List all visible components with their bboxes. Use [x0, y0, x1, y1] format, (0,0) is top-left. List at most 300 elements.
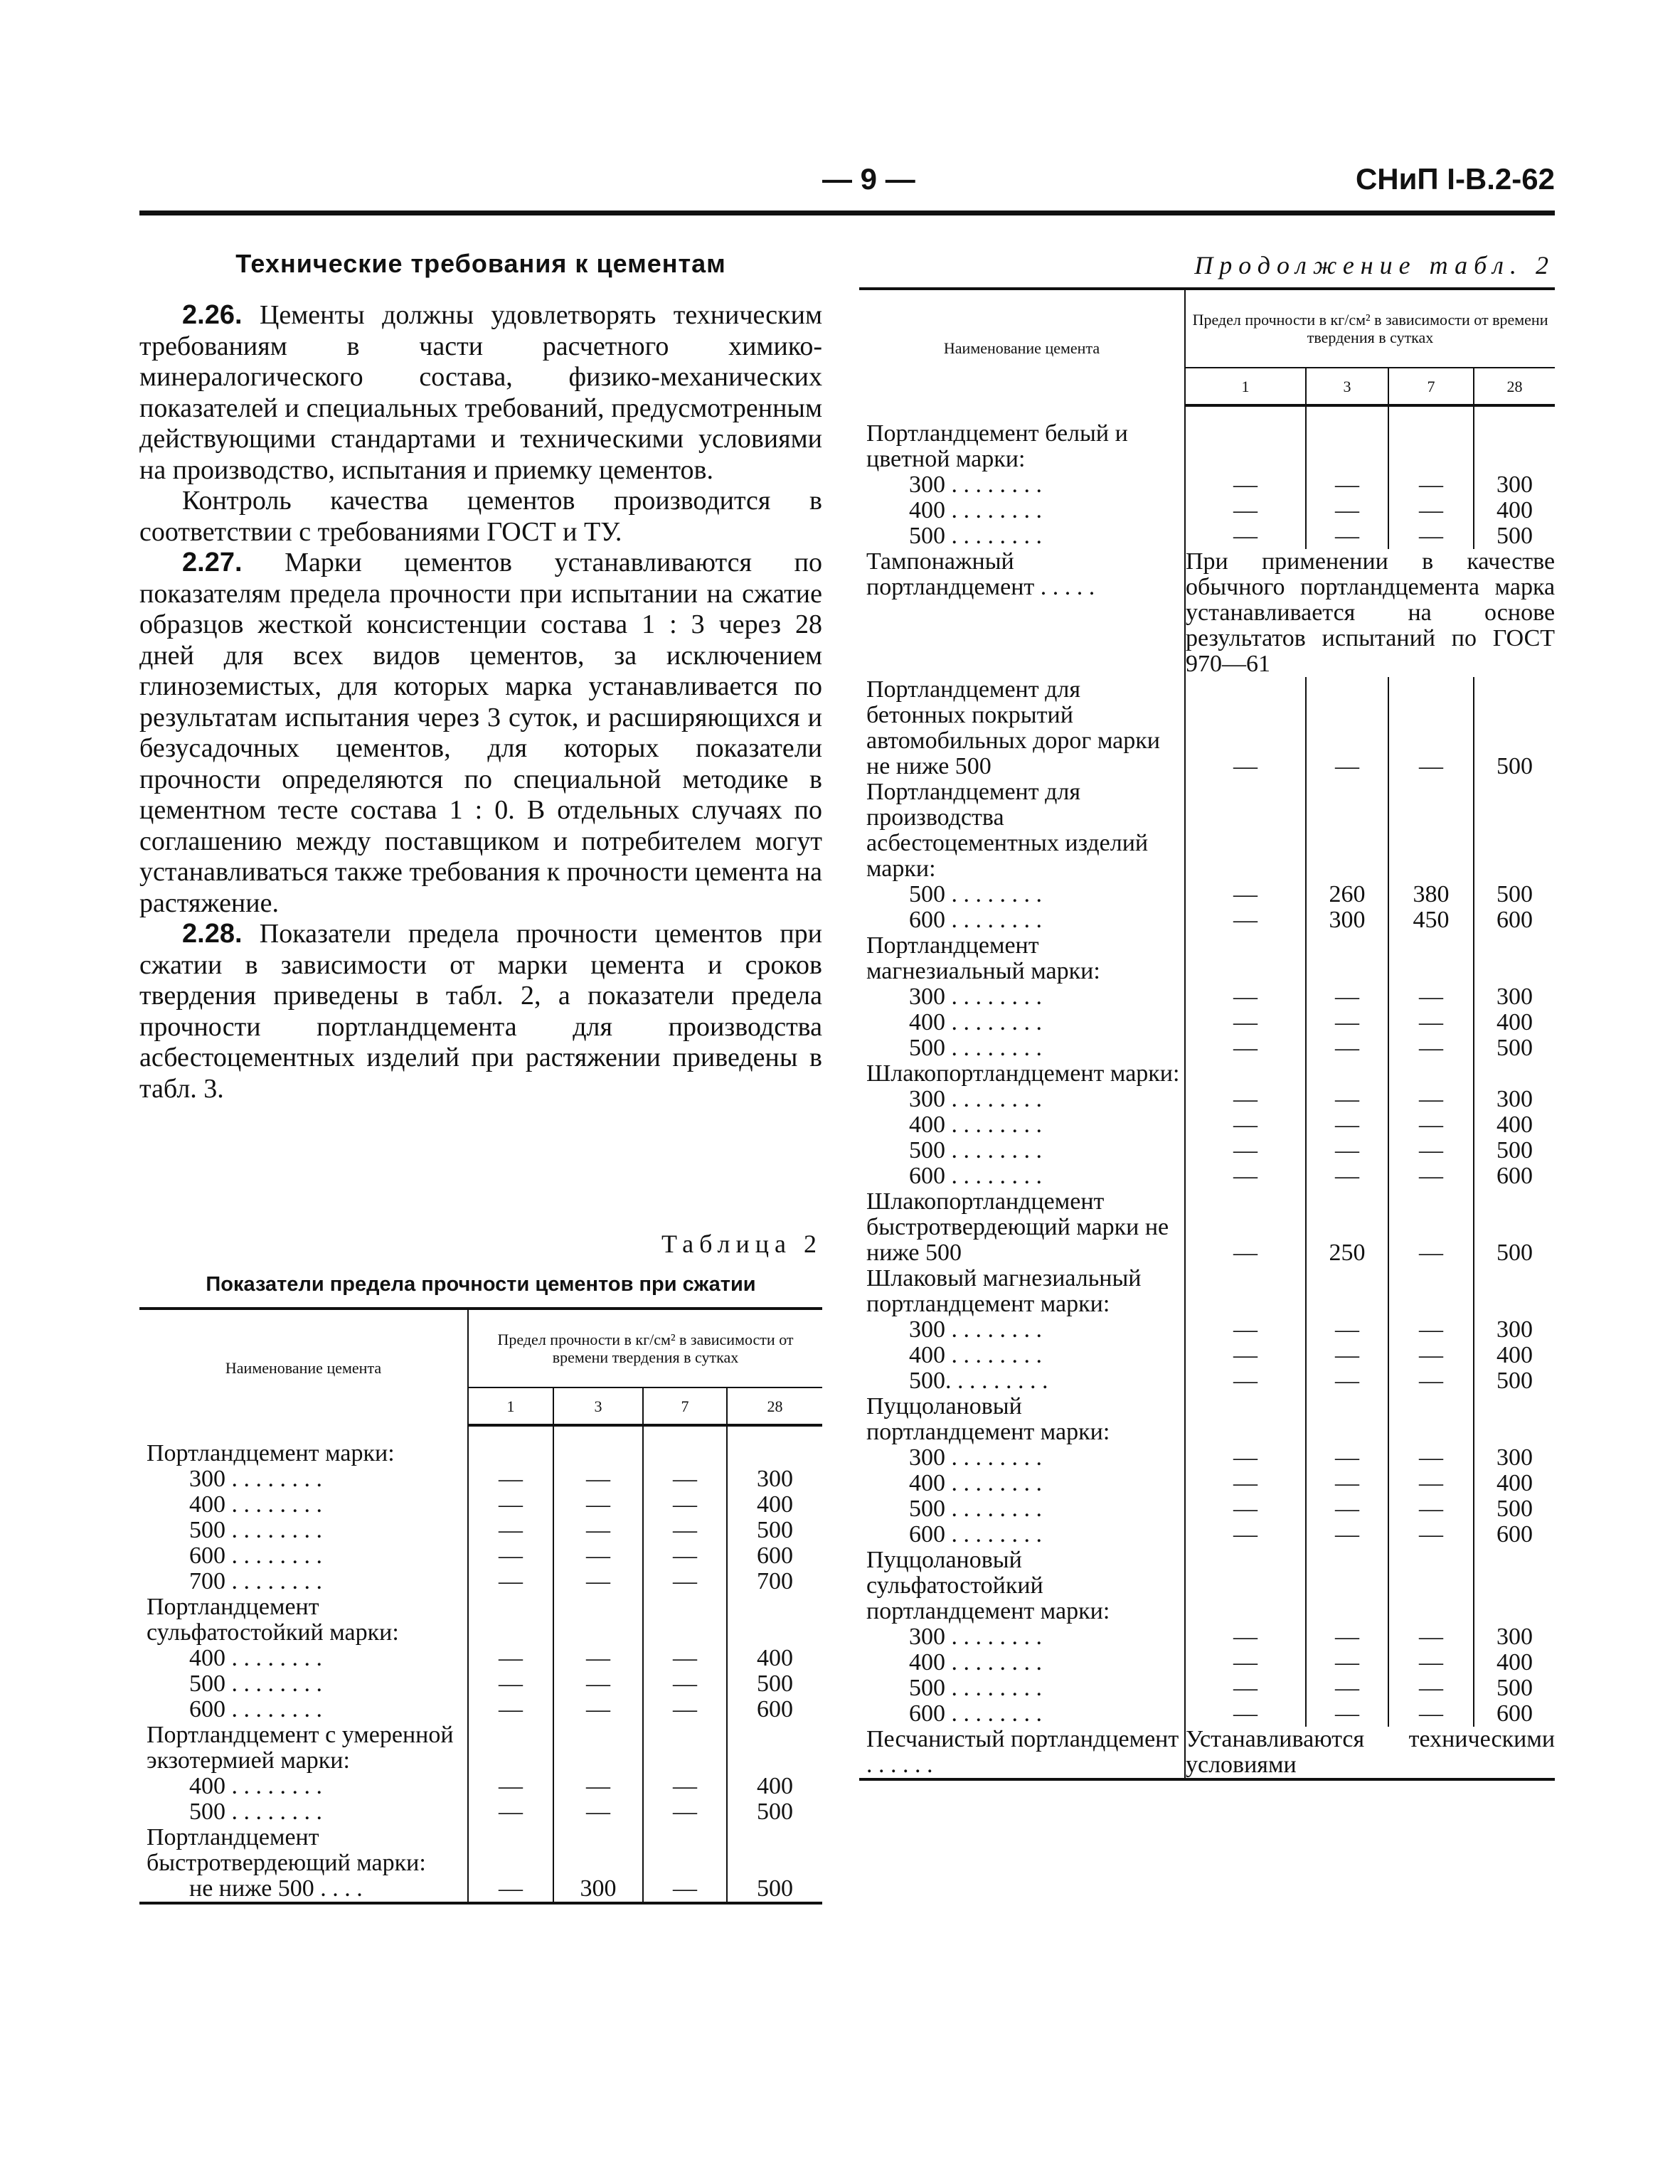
strength-value	[468, 1722, 553, 1774]
cement-name	[139, 1671, 468, 1697]
strength-value: 500	[1474, 1035, 1555, 1061]
strength-value: —	[1388, 1138, 1474, 1163]
strength-value	[1388, 1061, 1474, 1087]
strength-value: 500	[1474, 1138, 1555, 1163]
table-caption: Таблица 2	[661, 1230, 822, 1258]
day-header: 7	[643, 1387, 727, 1425]
strength-value	[727, 1722, 822, 1774]
cement-name-text: 500 . . . . . . . .	[909, 881, 1042, 907]
cement-name-text: 500 . . . . . . . .	[909, 1675, 1042, 1701]
strength-value: 300	[1474, 1624, 1555, 1650]
strength-value	[1185, 1061, 1306, 1087]
name-column-header: Наименование цемента	[859, 289, 1185, 405]
table-row	[859, 1624, 1555, 1650]
strength-value	[727, 1825, 822, 1876]
cement-name	[859, 1061, 1185, 1087]
day-header: 1	[468, 1387, 553, 1425]
table-row	[859, 984, 1555, 1010]
strength-value: —	[1185, 1010, 1306, 1035]
cement-name-text: 600 . . . . . . . .	[909, 907, 1042, 933]
strength-value: —	[468, 1876, 553, 1903]
strength-value: —	[1185, 1650, 1306, 1676]
strength-value: 400	[1474, 1471, 1555, 1496]
strength-table-right	[859, 287, 1555, 1781]
table-row	[859, 1266, 1555, 1317]
table-row	[859, 1189, 1555, 1266]
strength-value	[1474, 1266, 1555, 1317]
strength-value: —	[1388, 984, 1474, 1010]
strength-value	[553, 1441, 643, 1466]
strength-value: —	[1388, 1087, 1474, 1112]
cement-name	[859, 1701, 1185, 1727]
strength-value: —	[1306, 1112, 1388, 1138]
strength-value: —	[1185, 1471, 1306, 1496]
cement-name-text: 400 . . . . . . . .	[189, 1645, 322, 1671]
cement-name-text: 300 . . . . . . . .	[909, 1316, 1042, 1343]
strength-value	[553, 1825, 643, 1876]
cement-name	[139, 1466, 468, 1492]
day-header: 3	[553, 1387, 643, 1425]
cement-name	[859, 1368, 1185, 1394]
strength-value: —	[643, 1518, 727, 1543]
strength-value: —	[553, 1646, 643, 1671]
strength-value: 380	[1388, 882, 1474, 907]
strength-value	[553, 1594, 643, 1646]
strength-value	[1474, 1394, 1555, 1445]
cement-name-text: 500. . . . . . . . .	[909, 1368, 1048, 1394]
cement-name-text: 300 . . . . . . . .	[909, 1086, 1042, 1112]
paragraph	[139, 919, 822, 1104]
strength-value: —	[1185, 1087, 1306, 1112]
strength-value: —	[1185, 1343, 1306, 1368]
strength-value: —	[1306, 1522, 1388, 1548]
cement-name	[139, 1492, 468, 1518]
table-row	[139, 1492, 822, 1518]
table-row	[859, 1496, 1555, 1522]
strength-value: 500	[1474, 882, 1555, 907]
strength-value: —	[1185, 1112, 1306, 1138]
cement-name-text: 400 . . . . . . . .	[909, 497, 1042, 523]
table-row	[859, 1087, 1555, 1112]
strength-value: —	[1185, 882, 1306, 907]
cement-name-text: не ниже 500 . . . .	[189, 1875, 363, 1902]
cement-name-text: 600 . . . . . . . .	[189, 1696, 322, 1722]
cement-name	[859, 779, 1185, 882]
strength-value: —	[1306, 1163, 1388, 1189]
strength-value: 500	[1474, 1189, 1555, 1266]
strength-value	[1306, 1061, 1388, 1087]
strength-value: 500	[1474, 1368, 1555, 1394]
table-row	[859, 421, 1555, 472]
strength-value: 500	[727, 1671, 822, 1697]
strength-value: —	[643, 1543, 727, 1569]
strength-value: —	[643, 1466, 727, 1492]
table-row	[139, 1697, 822, 1722]
strength-value	[1388, 779, 1474, 882]
strength-value: —	[1306, 1138, 1388, 1163]
strength-value: —	[1388, 1112, 1474, 1138]
strength-value	[1474, 933, 1555, 984]
strength-value: —	[643, 1774, 727, 1799]
cement-name-text: 500 . . . . . . . .	[909, 523, 1042, 549]
strength-value: —	[643, 1646, 727, 1671]
cement-name	[139, 1518, 468, 1543]
clause-number: 2.27.	[182, 548, 243, 577]
table-row	[139, 1569, 822, 1594]
paragraph-text: Показатели предела прочности цементов при сжатии в зависимости от марки цемента и сроков твердения приведены в табл. 2, а показатели предела прочности портландцемента для производства асбестоцементных изделий при растяжении приведены в табл. 3.	[139, 919, 822, 1104]
cement-name	[859, 1471, 1185, 1496]
strength-value: —	[1388, 1471, 1474, 1496]
table-row	[859, 1368, 1555, 1394]
cement-name-text: Портландцемент белый и цветной марки:	[866, 420, 1128, 472]
table-row	[859, 1035, 1555, 1061]
strength-value: 300	[1474, 472, 1555, 498]
strength-value: —	[1306, 523, 1388, 549]
strength-value	[1306, 1266, 1388, 1317]
cement-name-text: 300 . . . . . . . .	[909, 472, 1042, 498]
strength-value: —	[553, 1518, 643, 1543]
table-row	[859, 1317, 1555, 1343]
table-row	[859, 677, 1555, 779]
strength-value: —	[553, 1543, 643, 1569]
strength-value: —	[1306, 1496, 1388, 1522]
cement-name-text: 500 . . . . . . . .	[189, 1799, 322, 1825]
strength-value: —	[1306, 1701, 1388, 1727]
strength-value: 400	[1474, 1112, 1555, 1138]
table-row	[859, 1138, 1555, 1163]
cement-name	[139, 1774, 468, 1799]
strength-value	[1388, 1394, 1474, 1445]
strength-value	[1185, 1266, 1306, 1317]
table-row	[859, 472, 1555, 498]
strength-value: —	[1306, 1010, 1388, 1035]
table-row	[859, 907, 1555, 933]
cement-name	[139, 1697, 468, 1722]
cement-name-text: Портландцемент марки:	[147, 1440, 395, 1466]
strength-value: —	[1388, 472, 1474, 498]
strength-value: —	[643, 1492, 727, 1518]
strength-column-header: Предел прочности в кг/см² в зависимости от времени твердения в сутках	[1185, 289, 1555, 368]
strength-value: —	[1185, 1624, 1306, 1650]
table-row	[139, 1594, 822, 1646]
strength-value	[1474, 421, 1555, 472]
strength-value: —	[1306, 1445, 1388, 1471]
cement-name-text: 300 . . . . . . . .	[909, 984, 1042, 1010]
cement-name	[859, 1676, 1185, 1701]
cement-name-text: 400 . . . . . . . .	[909, 1470, 1042, 1496]
section-title: Технические требования к цементам	[235, 249, 726, 278]
strength-value: —	[1388, 1368, 1474, 1394]
strength-value: —	[1185, 498, 1306, 523]
strength-value: —	[1306, 984, 1388, 1010]
cement-name	[859, 907, 1185, 933]
table-row	[859, 549, 1555, 677]
table-title: Показатели предела прочности цементов при сжатии	[206, 1273, 756, 1296]
strength-value	[1388, 1266, 1474, 1317]
table-row	[859, 1471, 1555, 1496]
strength-value: —	[1388, 1624, 1474, 1650]
table-row	[859, 1727, 1555, 1779]
strength-value: —	[468, 1543, 553, 1569]
strength-value: 400	[1474, 498, 1555, 523]
strength-value	[1474, 779, 1555, 882]
strength-value	[727, 1594, 822, 1646]
spacer-row	[139, 1425, 822, 1441]
left-column	[139, 242, 822, 1104]
table-row	[139, 1774, 822, 1799]
table-row	[139, 1876, 822, 1903]
cement-name	[859, 1163, 1185, 1189]
strength-value: 500	[727, 1876, 822, 1903]
strength-value: —	[468, 1646, 553, 1671]
paragraph	[139, 486, 822, 548]
cement-name	[859, 1343, 1185, 1368]
strength-value: —	[1185, 523, 1306, 549]
strength-value: 600	[1474, 1522, 1555, 1548]
strength-value: 500	[1474, 1676, 1555, 1701]
strength-value: —	[1185, 472, 1306, 498]
strength-value: —	[1388, 498, 1474, 523]
strength-value	[643, 1825, 727, 1876]
strength-value: —	[1185, 1317, 1306, 1343]
cement-name	[859, 523, 1185, 549]
strength-value: 500	[1474, 1496, 1555, 1522]
strength-value: 600	[1474, 907, 1555, 933]
strength-value	[1306, 1394, 1388, 1445]
cement-name-text: Тампонажный портландцемент . . . . .	[866, 548, 1095, 600]
cement-name-text: 500 . . . . . . . .	[909, 1496, 1042, 1522]
strength-value: —	[1388, 1317, 1474, 1343]
strength-value: —	[1185, 677, 1306, 779]
strength-table-left	[139, 1307, 822, 1905]
cement-name-text: 600 . . . . . . . .	[909, 1521, 1042, 1548]
cement-name-text: 400 . . . . . . . .	[909, 1649, 1042, 1676]
strength-value: —	[643, 1697, 727, 1722]
cement-name	[859, 984, 1185, 1010]
cement-name-text: 400 . . . . . . . .	[909, 1342, 1042, 1368]
paragraph	[139, 548, 822, 919]
strength-value: 300	[1306, 907, 1388, 933]
cement-name-text: Песчанистый портландцемент . . . . . .	[866, 1726, 1179, 1778]
day-header: 3	[1306, 368, 1388, 405]
strength-value: —	[1388, 1650, 1474, 1676]
strength-value: 260	[1306, 882, 1388, 907]
strength-value: —	[468, 1799, 553, 1825]
cement-name	[859, 1548, 1185, 1624]
strength-column-header: Предел прочности в кг/см² в зависимости от времени твердения в сутках	[468, 1309, 822, 1387]
cement-name	[139, 1441, 468, 1466]
strength-value: 400	[727, 1646, 822, 1671]
cement-name	[859, 1138, 1185, 1163]
cement-name	[859, 882, 1185, 907]
strength-value: 400	[1474, 1343, 1555, 1368]
cement-name-text: 400 . . . . . . . .	[909, 1112, 1042, 1138]
strength-value: 700	[727, 1569, 822, 1594]
strength-value	[1185, 933, 1306, 984]
strength-value: —	[1306, 1471, 1388, 1496]
strength-value	[1185, 1548, 1306, 1624]
strength-value: 300	[1474, 1087, 1555, 1112]
table-row	[859, 779, 1555, 882]
strength-value	[1306, 933, 1388, 984]
strength-value: 600	[727, 1697, 822, 1722]
strength-value: —	[1185, 1522, 1306, 1548]
table-row	[139, 1646, 822, 1671]
strength-value: —	[1306, 1676, 1388, 1701]
strength-value: 400	[1474, 1010, 1555, 1035]
strength-value	[1474, 1548, 1555, 1624]
cement-name	[139, 1646, 468, 1671]
cement-name-text: Портландцемент для производства асбестоцементных изделий марки:	[866, 779, 1149, 882]
strength-value: 600	[1474, 1701, 1555, 1727]
strength-value	[468, 1594, 553, 1646]
paragraphs	[139, 300, 822, 1104]
strength-value	[468, 1825, 553, 1876]
table-row	[859, 1010, 1555, 1035]
page-number: — 9 —	[822, 162, 915, 196]
strength-value: —	[1185, 1445, 1306, 1471]
cement-name	[859, 1445, 1185, 1471]
strength-value: —	[1185, 984, 1306, 1010]
strength-value	[1388, 1548, 1474, 1624]
table-row	[859, 1445, 1555, 1471]
day-header: 7	[1388, 368, 1474, 405]
table-row	[859, 1701, 1555, 1727]
cement-name	[859, 1189, 1185, 1266]
name-column-header: Наименование цемента	[139, 1309, 468, 1425]
strength-value: —	[1185, 1189, 1306, 1266]
row-note: При применении в качестве обычного портландцемента марка устанавливается на основе результатов испытаний по ГОСТ 970—61	[1186, 548, 1556, 677]
cement-name-text: 600 . . . . . . . .	[909, 1163, 1042, 1189]
cement-name	[859, 1112, 1185, 1138]
strength-value: 400	[727, 1774, 822, 1799]
strength-value: —	[1306, 472, 1388, 498]
cement-name-text: Шлакопортландцемент марки:	[866, 1060, 1180, 1087]
cement-name-text: 300 . . . . . . . .	[189, 1466, 322, 1492]
strength-value	[1185, 779, 1306, 882]
strength-value: —	[553, 1671, 643, 1697]
table-row	[139, 1466, 822, 1492]
strength-value: 300	[1474, 1317, 1555, 1343]
strength-value: 400	[727, 1492, 822, 1518]
strength-value: 450	[1388, 907, 1474, 933]
cement-name-text: 400 . . . . . . . .	[189, 1491, 322, 1518]
strength-value	[1306, 779, 1388, 882]
strength-value: —	[1388, 1522, 1474, 1548]
strength-value	[1185, 421, 1306, 472]
cement-name-text: Портландцемент быстротвердеющий марки:	[147, 1824, 426, 1876]
cement-name-text: Шлаковый магнезиальный портландцемент марки:	[866, 1265, 1142, 1317]
strength-value	[643, 1441, 727, 1466]
table-row	[139, 1518, 822, 1543]
cement-name-text: Портландцемент магнезиальный марки:	[866, 932, 1100, 984]
strength-value: —	[1388, 523, 1474, 549]
day-header: 28	[727, 1387, 822, 1425]
strength-value: —	[468, 1774, 553, 1799]
cement-name	[859, 933, 1185, 984]
strength-value: —	[468, 1466, 553, 1492]
strength-value: —	[1185, 1496, 1306, 1522]
table-row	[859, 1343, 1555, 1368]
strength-value: —	[553, 1774, 643, 1799]
strength-value	[1185, 1394, 1306, 1445]
strength-value	[1474, 1061, 1555, 1087]
cement-name	[139, 1594, 468, 1646]
strength-value: —	[1185, 1701, 1306, 1727]
strength-value: 300	[727, 1466, 822, 1492]
table-row	[139, 1441, 822, 1466]
table-row	[859, 1650, 1555, 1676]
strength-value: —	[1306, 1650, 1388, 1676]
strength-value: —	[1388, 1445, 1474, 1471]
strength-value: —	[1388, 1676, 1474, 1701]
strength-value	[553, 1722, 643, 1774]
strength-value: —	[1185, 1163, 1306, 1189]
cement-name-text: 600 . . . . . . . .	[189, 1543, 322, 1569]
row-note: Устанавливаются техническими условиями	[1186, 1726, 1556, 1778]
strength-value: 300	[553, 1876, 643, 1903]
paragraph-text: Контроль качества цементов производится в соответствии с требованиями ГОСТ и ТУ.	[139, 486, 822, 547]
header-rule	[139, 211, 1555, 215]
strength-value: —	[643, 1569, 727, 1594]
strength-value: —	[1185, 907, 1306, 933]
strength-value	[1388, 421, 1474, 472]
strength-value	[643, 1594, 727, 1646]
paragraph-text: Цементы должны удовлетворять техническим требованиям в части расчетного химико-минералогического состава, физико-механических показателей и специальных требований, предусмотренным действующими стандартами и техническими условиями на производство, испытания и приемку цементов.	[139, 300, 823, 485]
strength-value: —	[468, 1569, 553, 1594]
cement-name	[859, 549, 1185, 677]
table-row	[859, 1394, 1555, 1445]
strength-value: —	[1306, 1624, 1388, 1650]
cement-name-text: 500 . . . . . . . .	[189, 1517, 322, 1543]
strength-value: —	[468, 1492, 553, 1518]
cement-name-text: 300 . . . . . . . .	[909, 1444, 1042, 1471]
strength-value: 500	[1474, 677, 1555, 779]
strength-value	[1306, 1548, 1388, 1624]
day-header: 1	[1185, 368, 1306, 405]
strength-value: —	[1388, 1163, 1474, 1189]
spacer-row	[859, 405, 1555, 421]
strength-value: —	[1306, 1087, 1388, 1112]
strength-value: 600	[1474, 1163, 1555, 1189]
cement-name	[139, 1569, 468, 1594]
cement-name	[859, 677, 1185, 779]
cement-name	[859, 1650, 1185, 1676]
strength-value: 600	[727, 1543, 822, 1569]
cement-name	[859, 1624, 1185, 1650]
cement-name	[859, 1087, 1185, 1112]
cement-name-text: 400 . . . . . . . .	[909, 1009, 1042, 1035]
clause-number: 2.28.	[182, 919, 243, 949]
strength-value: 300	[1474, 1445, 1555, 1471]
table-row	[859, 1061, 1555, 1087]
cement-name-text: Портландцемент с умеренной экзотермией марки:	[147, 1722, 454, 1774]
cement-name	[859, 498, 1185, 523]
cement-name-text: 500 . . . . . . . .	[189, 1671, 322, 1697]
cement-name	[859, 421, 1185, 472]
cement-name-text: Портландцемент для бетонных покрытий автомобильных дорог марки не ниже 500	[866, 676, 1160, 779]
table-row	[139, 1722, 822, 1774]
strength-value: —	[1388, 677, 1474, 779]
strength-value: —	[1388, 1010, 1474, 1035]
strength-value: —	[1306, 498, 1388, 523]
continuation-caption: Продолжение табл. 2	[1194, 251, 1555, 279]
cement-name	[139, 1876, 468, 1903]
strength-value: —	[1388, 1701, 1474, 1727]
cement-name	[859, 1010, 1185, 1035]
strength-value	[643, 1722, 727, 1774]
strength-value: —	[553, 1799, 643, 1825]
